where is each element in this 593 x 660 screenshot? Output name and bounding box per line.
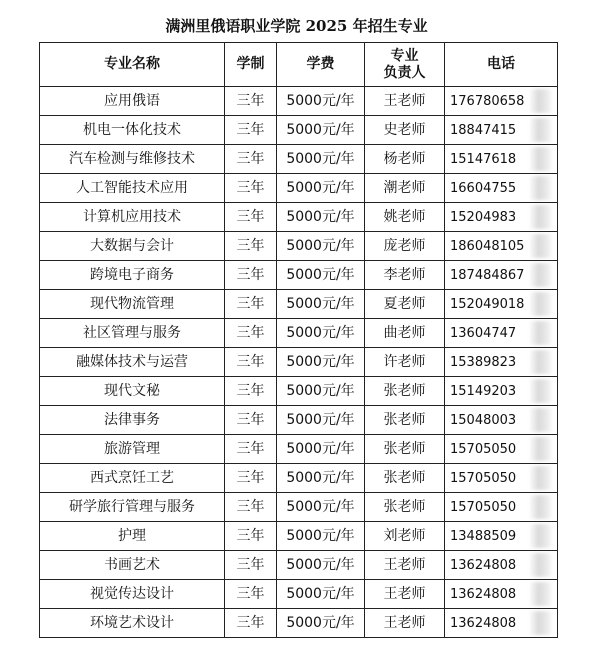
cell-phone — [445, 406, 558, 435]
cell-major: 法律事务 — [40, 406, 225, 435]
phone-blur-mask — [529, 89, 553, 113]
cell-duration: 三年 — [225, 203, 277, 232]
cell-duration: 三年 — [225, 406, 277, 435]
cell-phone — [445, 203, 558, 232]
cell-head-teacher: 潮老师 — [365, 174, 445, 203]
cell-duration: 三年 — [225, 87, 277, 116]
cell-duration: 三年 — [225, 348, 277, 377]
cell-major: 计算机应用技术 — [40, 203, 225, 232]
header-duration: 学制 — [225, 43, 277, 87]
cell-phone — [445, 348, 558, 377]
cell-phone — [445, 580, 558, 609]
table-row — [40, 464, 558, 493]
table-row — [40, 87, 558, 116]
phone-number: 15147618 — [450, 151, 517, 167]
phone-blur-mask — [529, 350, 553, 374]
table-row — [40, 609, 558, 638]
phone-number: 13624808 — [450, 615, 517, 631]
phone-blur-mask — [529, 234, 553, 258]
cell-head-teacher: 李老师 — [365, 261, 445, 290]
cell-tuition: 5000元/年 — [277, 406, 365, 435]
cell-phone — [445, 261, 558, 290]
cell-head-teacher: 王老师 — [365, 580, 445, 609]
cell-tuition: 5000元/年 — [277, 87, 365, 116]
table-row — [40, 522, 558, 551]
table-row — [40, 377, 558, 406]
table-row — [40, 406, 558, 435]
phone-blur-mask — [529, 176, 553, 200]
cell-head-teacher: 王老师 — [365, 609, 445, 638]
cell-head-teacher: 史老师 — [365, 116, 445, 145]
cell-phone — [445, 609, 558, 638]
table-row — [40, 145, 558, 174]
cell-tuition: 5000元/年 — [277, 145, 365, 174]
cell-tuition: 5000元/年 — [277, 464, 365, 493]
table-row — [40, 435, 558, 464]
table-row — [40, 551, 558, 580]
phone-blur-mask — [529, 582, 553, 606]
cell-head-teacher: 王老师 — [365, 551, 445, 580]
cell-duration: 三年 — [225, 464, 277, 493]
cell-major: 社区管理与服务 — [40, 319, 225, 348]
cell-duration: 三年 — [225, 290, 277, 319]
cell-duration: 三年 — [225, 116, 277, 145]
cell-phone — [445, 551, 558, 580]
cell-head-teacher: 庞老师 — [365, 232, 445, 261]
cell-major: 现代物流管理 — [40, 290, 225, 319]
cell-tuition: 5000元/年 — [277, 174, 365, 203]
cell-major: 汽车检测与维修技术 — [40, 145, 225, 174]
cell-duration: 三年 — [225, 580, 277, 609]
cell-major: 人工智能技术应用 — [40, 174, 225, 203]
table-row — [40, 493, 558, 522]
cell-tuition: 5000元/年 — [277, 232, 365, 261]
cell-head-teacher: 张老师 — [365, 377, 445, 406]
cell-tuition: 5000元/年 — [277, 493, 365, 522]
cell-duration: 三年 — [225, 522, 277, 551]
cell-phone — [445, 435, 558, 464]
cell-tuition: 5000元/年 — [277, 348, 365, 377]
phone-number: 15149203 — [450, 383, 517, 399]
phone-blur-mask — [529, 263, 553, 287]
cell-head-teacher: 夏老师 — [365, 290, 445, 319]
table-row — [40, 348, 558, 377]
cell-major: 现代文秘 — [40, 377, 225, 406]
cell-major: 环境艺术设计 — [40, 609, 225, 638]
cell-major: 应用俄语 — [40, 87, 225, 116]
phone-blur-mask — [529, 205, 553, 229]
cell-phone — [445, 145, 558, 174]
cell-tuition: 5000元/年 — [277, 551, 365, 580]
phone-blur-mask — [529, 495, 553, 519]
phone-number: 13604747 — [450, 325, 517, 341]
cell-tuition: 5000元/年 — [277, 290, 365, 319]
phone-number: 18847415 — [450, 122, 517, 138]
cell-head-teacher: 张老师 — [365, 406, 445, 435]
phone-number: 13624808 — [450, 557, 517, 573]
cell-tuition: 5000元/年 — [277, 261, 365, 290]
cell-duration: 三年 — [225, 232, 277, 261]
cell-head-teacher: 张老师 — [365, 493, 445, 522]
table-row — [40, 116, 558, 145]
phone-blur-mask — [529, 553, 553, 577]
cell-major: 护理 — [40, 522, 225, 551]
cell-phone — [445, 232, 558, 261]
table-row — [40, 232, 558, 261]
phone-number: 16604755 — [450, 180, 517, 196]
cell-major: 机电一体化技术 — [40, 116, 225, 145]
table-row — [40, 174, 558, 203]
cell-tuition: 5000元/年 — [277, 319, 365, 348]
cell-phone — [445, 464, 558, 493]
cell-head-teacher: 王老师 — [365, 87, 445, 116]
phone-blur-mask — [529, 292, 553, 316]
phone-blur-mask — [529, 466, 553, 490]
phone-blur-mask — [529, 118, 553, 142]
cell-duration: 三年 — [225, 319, 277, 348]
phone-blur-mask — [529, 147, 553, 171]
cell-tuition: 5000元/年 — [277, 116, 365, 145]
cell-head-teacher: 姚老师 — [365, 203, 445, 232]
phone-number: 13624808 — [450, 586, 517, 602]
cell-major: 西式烹饪工艺 — [40, 464, 225, 493]
cell-head-teacher: 张老师 — [365, 435, 445, 464]
cell-phone — [445, 522, 558, 551]
cell-head-teacher: 张老师 — [365, 464, 445, 493]
header-head-line1: 专业 — [390, 47, 419, 64]
phone-number: 13488509 — [450, 528, 517, 544]
cell-major: 研学旅行管理与服务 — [40, 493, 225, 522]
table-row — [40, 261, 558, 290]
header-phone: 电话 — [445, 43, 558, 87]
table-row — [40, 319, 558, 348]
cell-tuition: 5000元/年 — [277, 609, 365, 638]
cell-duration: 三年 — [225, 435, 277, 464]
phone-number: 15204983 — [450, 209, 517, 225]
cell-major: 大数据与会计 — [40, 232, 225, 261]
cell-phone — [445, 377, 558, 406]
document-title: 满洲里俄语职业学院 2025 年招生专业 — [165, 17, 428, 35]
phone-blur-mask — [529, 524, 553, 548]
cell-tuition: 5000元/年 — [277, 435, 365, 464]
cell-duration: 三年 — [225, 551, 277, 580]
cell-head-teacher: 杨老师 — [365, 145, 445, 174]
cell-phone — [445, 319, 558, 348]
header-tuition: 学费 — [277, 43, 365, 87]
cell-tuition: 5000元/年 — [277, 377, 365, 406]
phone-blur-mask — [529, 379, 553, 403]
header-head-teacher — [365, 43, 445, 87]
cell-phone — [445, 290, 558, 319]
table-row — [40, 203, 558, 232]
cell-duration: 三年 — [225, 377, 277, 406]
phone-number: 176780658 — [450, 93, 525, 109]
table-header-row — [40, 43, 558, 87]
phone-number: 187484867 — [450, 267, 525, 283]
cell-phone — [445, 116, 558, 145]
cell-phone — [445, 87, 558, 116]
phone-blur-mask — [529, 437, 553, 461]
cell-head-teacher: 刘老师 — [365, 522, 445, 551]
cell-major: 书画艺术 — [40, 551, 225, 580]
cell-phone — [445, 174, 558, 203]
phone-number: 186048105 — [450, 238, 525, 254]
cell-head-teacher: 曲老师 — [365, 319, 445, 348]
header-head-line2: 负责人 — [383, 64, 426, 81]
cell-duration: 三年 — [225, 174, 277, 203]
header-major: 专业名称 — [40, 43, 225, 87]
cell-major: 旅游管理 — [40, 435, 225, 464]
cell-tuition: 5000元/年 — [277, 203, 365, 232]
cell-duration: 三年 — [225, 261, 277, 290]
table-row — [40, 290, 558, 319]
cell-head-teacher: 许老师 — [365, 348, 445, 377]
phone-number: 15389823 — [450, 354, 517, 370]
cell-tuition: 5000元/年 — [277, 580, 365, 609]
phone-number: 152049018 — [450, 296, 525, 312]
majors-table — [39, 42, 558, 638]
phone-number: 15705050 — [450, 499, 517, 515]
cell-duration: 三年 — [225, 609, 277, 638]
cell-phone — [445, 493, 558, 522]
phone-blur-mask — [529, 611, 553, 635]
phone-number: 15048003 — [450, 412, 517, 428]
phone-number: 15705050 — [450, 470, 517, 486]
cell-tuition: 5000元/年 — [277, 522, 365, 551]
cell-duration: 三年 — [225, 493, 277, 522]
cell-major: 视觉传达设计 — [40, 580, 225, 609]
phone-blur-mask — [529, 321, 553, 345]
phone-blur-mask — [529, 408, 553, 432]
cell-duration: 三年 — [225, 145, 277, 174]
cell-major: 融媒体技术与运营 — [40, 348, 225, 377]
cell-major: 跨境电子商务 — [40, 261, 225, 290]
phone-number: 15705050 — [450, 441, 517, 457]
table-row — [40, 580, 558, 609]
